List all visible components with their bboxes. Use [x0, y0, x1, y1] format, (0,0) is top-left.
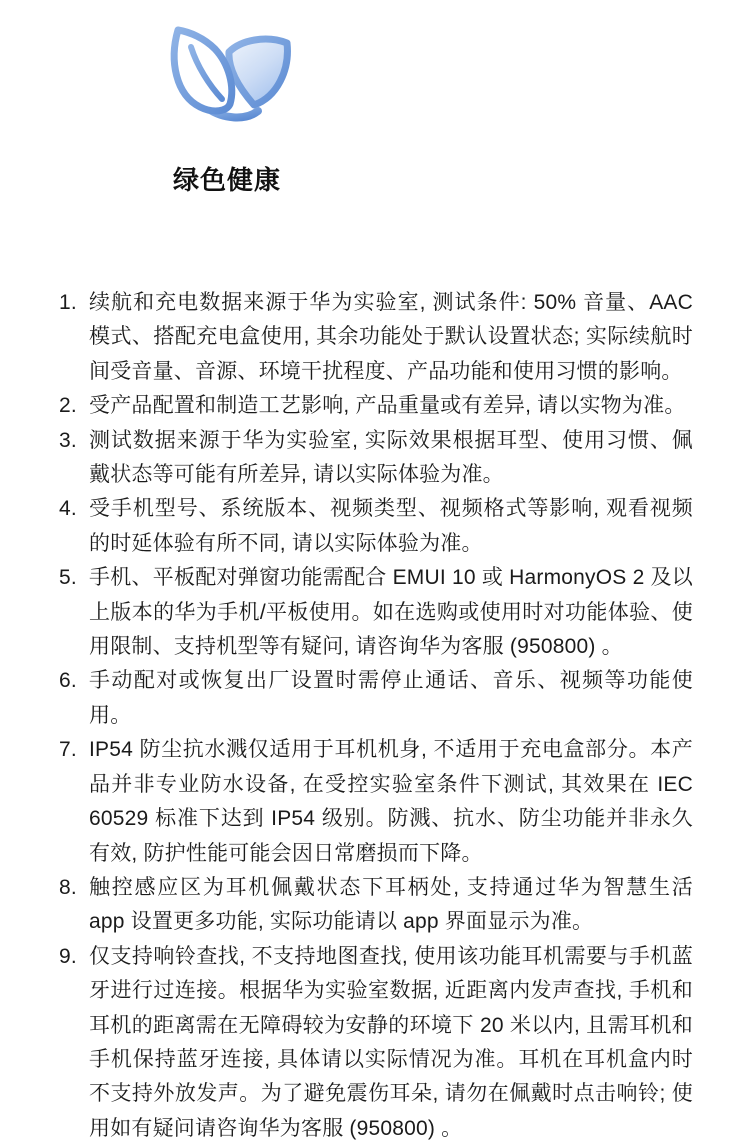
leaf-icon-svg [167, 24, 293, 132]
note-item [59, 286, 693, 389]
note-number: 7. [59, 738, 77, 762]
note-number: 2. [59, 394, 77, 418]
note-text: 仅支持响铃查找, 不支持地图查找, 使用该功能耳机需要与手机蓝牙进行过连接。根据华为实验室数据, 近距离内发声查找, 手机和耳机的距离需在无障碍较为安静的环境下 20 米以内, 且需耳机和手机保持蓝牙连接, 具体请以实际情况为准。耳机在耳机盒内时不支持外放发声。为了避免震伤耳朵, 请勿在佩戴时点击响铃; 使用如有疑问请咨询华为客服 (950800) 。 [89, 944, 693, 1140]
section-title: 绿色健康 [173, 165, 282, 195]
note-item [59, 424, 693, 493]
note-item [59, 492, 693, 561]
note-text: 测试数据来源于华为实验室, 实际效果根据耳型、使用习惯、佩戴状态等可能有所差异, 请以实际体验为准。 [89, 428, 693, 487]
note-item [59, 871, 693, 940]
note-number: 3. [59, 428, 77, 452]
note-text: 触控感应区为耳机佩戴状态下耳柄处, 支持通过华为智慧生活 app 设置更多功能, 实际功能请以 app 界面显示为准。 [89, 875, 693, 934]
note-item [59, 733, 693, 871]
note-text: 手机、平板配对弹窗功能需配合 EMUI 10 或 HarmonyOS 2 及以上版本的华为手机/平板使用。如在选购或使用时对功能体验、使用限制、支持机型等有疑问, 请咨询华为客服 (950800) 。 [89, 566, 693, 659]
note-item [59, 561, 693, 664]
note-number: 8. [59, 875, 77, 899]
green-leaf-icon [167, 24, 293, 132]
note-text: 手动配对或恢复出厂设置时需停止通话、音乐、视频等功能使用。 [89, 669, 693, 727]
note-text: 受手机型号、系统版本、视频类型、视频格式等影响, 观看视频的时延体验有所不同, 请以实际体验为准。 [89, 497, 693, 555]
note-number: 5. [59, 566, 77, 590]
note-number: 1. [59, 291, 77, 314]
note-text: 续航和充电数据来源于华为实验室, 测试条件: 50% 音量、AAC 模式、搭配充电盒使用, 其余功能处于默认设置状态; 实际续航时间受音量、音源、环境干扰程度、产品功能和使用习惯的影响。 [89, 291, 693, 383]
note-item [59, 940, 693, 1146]
note-number: 6. [59, 669, 77, 693]
note-number: 4. [59, 497, 77, 521]
note-text: 受产品配置和制造工艺影响, 产品重量或有差异, 请以实物为准。 [89, 394, 686, 418]
note-text: IP54 防尘抗水溅仅适用于耳机机身, 不适用于充电盒部分。本产品并非专业防水设备, 在受控实验室条件下测试, 其效果在 IEC 60529 标准下达到 IP54 级别。防溅、抗水、防尘功能并非永久有效, 防护性能可能会因日常磨损而下降。 [89, 738, 693, 865]
note-item [59, 389, 693, 423]
note-item [59, 664, 693, 733]
note-number: 9. [59, 944, 77, 968]
disclaimer-list [59, 286, 693, 1146]
